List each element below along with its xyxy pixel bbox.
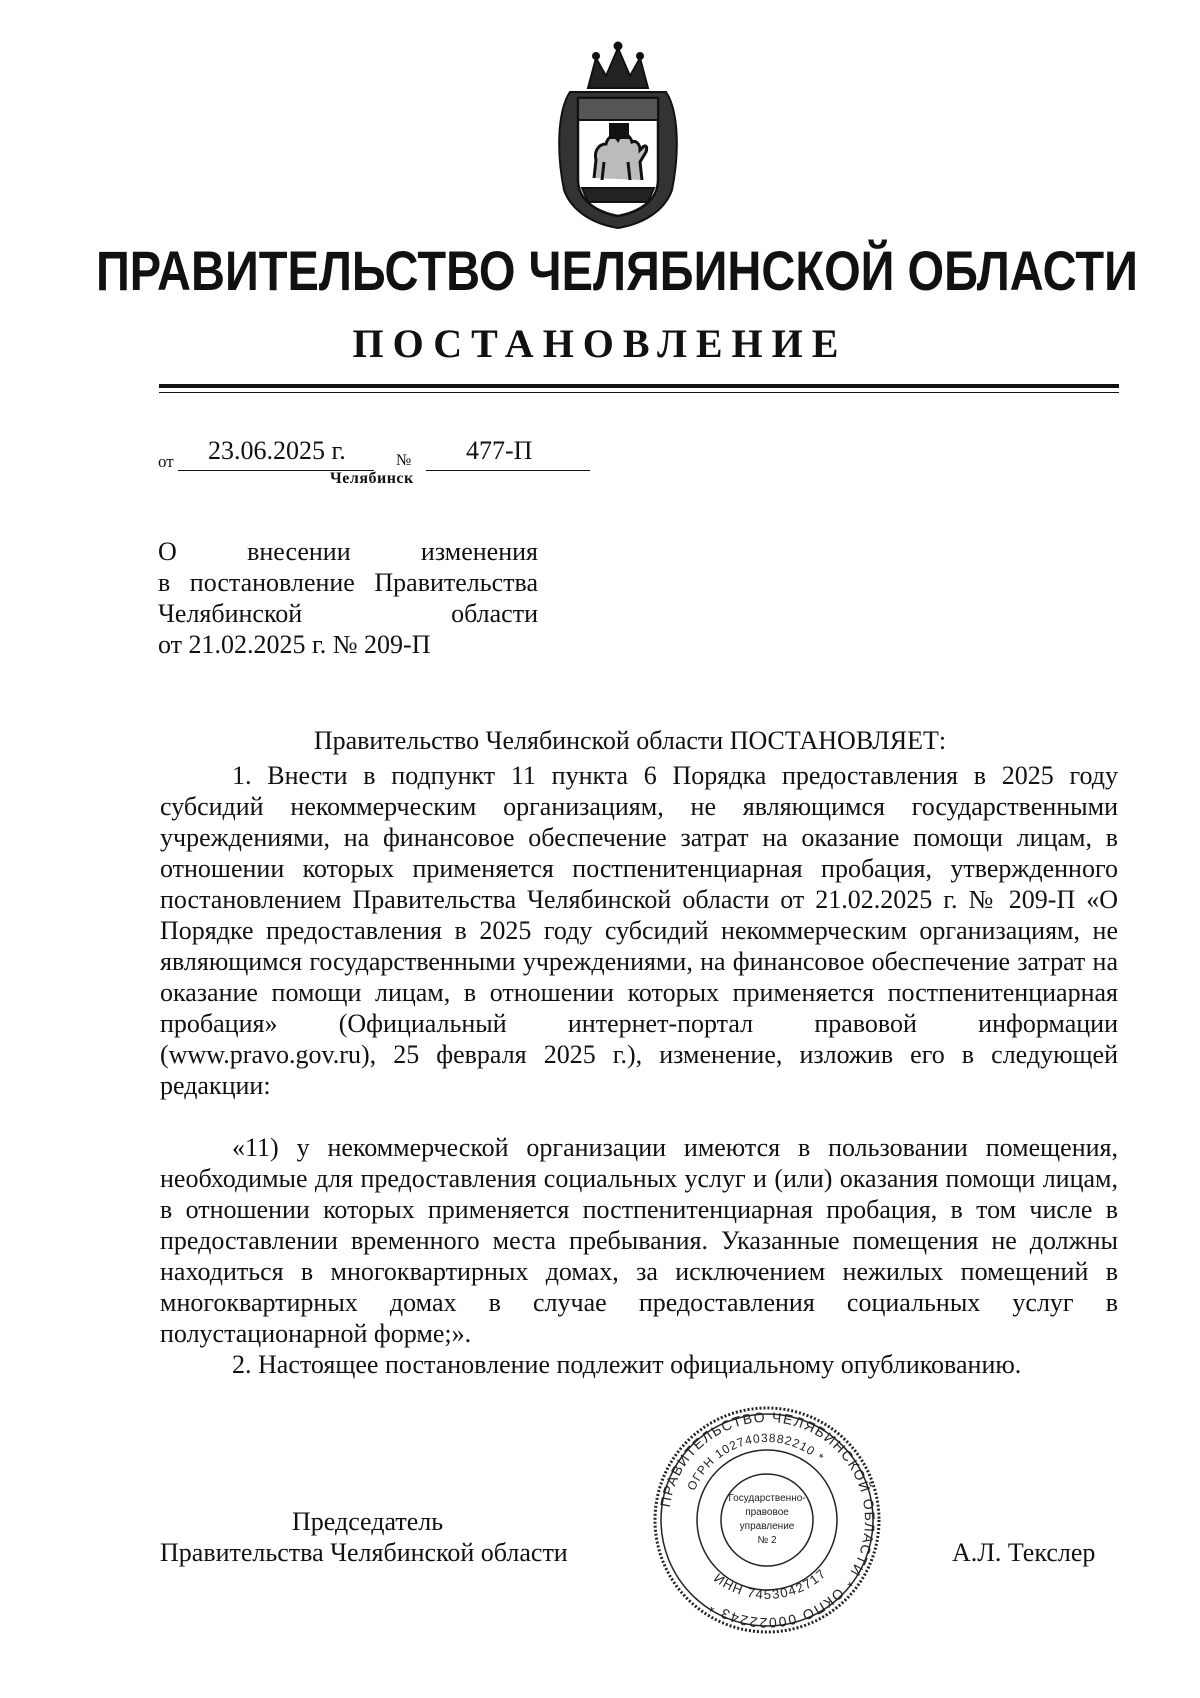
header-rule-thin	[159, 392, 1119, 393]
seal-center-line: Государственно-	[728, 1493, 806, 1504]
header-rule-thick	[159, 384, 1119, 388]
seal-inn-text: ИНН 7453042717	[711, 1565, 830, 1602]
subject-line: О внесении изменения	[158, 537, 538, 566]
date-prefix: от	[158, 452, 174, 471]
svg-text:ИНН 7453042717	[711, 1565, 829, 1602]
subject-line: в постановление Правительства	[158, 568, 538, 597]
document-subject	[158, 536, 538, 660]
decree-intro: Правительство Челябинской области ПОСТАНОВЛЯЕТ:	[313, 726, 947, 755]
coat-of-arms-icon	[548, 40, 688, 230]
seal-center-line: № 2	[757, 1535, 777, 1546]
signatory-position	[160, 1506, 568, 1568]
number-prefix: №	[396, 452, 412, 469]
seal-outer-text: ПРАВИТЕЛЬСТВО ЧЕЛЯБИНСКОЙ ОБЛАСТИ * ОКПО 00022243 *	[656, 1408, 879, 1632]
number-underline	[426, 470, 590, 471]
body-item-2: 2. Настоящее постановление подлежит официальному опубликованию.	[232, 1350, 1022, 1379]
document-number: 477-П	[466, 436, 533, 465]
body-item-1: 1. Внести в подпункт 11 пункта 6 Порядка предоставления в 2025 году субсидий некоммерческим организациям, не являющимся государственными учреждениями, на финансовое обеспечение затрат на оказание помощи лицам, в отношении которых применяется постпенитенциарная пробация, утвержденного постановлением Правительства Челябинской области от 21.02.2025 г. № 209-П «О Порядке предоставления в 2025 году субсидий некоммерческим организациям, не являющимся государственными учреждениями, на финансовое обеспечение затрат на оказание помощи лицам, в отношении которых применяется постпенитенциарная пробация» (Официальный интернет-портал правовой информации (www.pravo.gov.ru), 25 февраля 2025 г.), изменение, изложив его в следующей редакции:	[160, 761, 1118, 1100]
city: Челябинск	[330, 470, 414, 487]
body-item-1-quote: «11) у некоммерческой организации имеются в пользовании помещения, необходимые для предоставления социальных услуг и (или) оказания помощи лицам, в отношении которых применяется постпенитенциарная пробация, в том числе в предоставлении временного места пребывания. Указанные помещения не должны находиться в многоквартирных домах, за исключением нежилых помещений в многоквартирных домах в случае предоставления социальных услуг в полустационарной форме;».	[160, 1133, 1118, 1348]
document-type: ПОСТАНОВЛЕНИЕ	[352, 321, 848, 366]
document-date: 23.06.2025 г.	[208, 436, 346, 465]
subject-line: Челябинской области	[158, 599, 538, 628]
subject-line: от 21.02.2025 г. № 209-П	[158, 630, 431, 659]
seal-center-line: управление	[739, 1521, 795, 1532]
signatory-name: А.Л. Текслер	[952, 1538, 1096, 1567]
seal-center-line: правовое	[745, 1507, 789, 1518]
signatory-position-line: Правительства Челябинской области	[160, 1538, 568, 1567]
official-seal	[652, 1405, 882, 1635]
signatory-position-line: Председатель	[292, 1507, 444, 1536]
government-title: ПРАВИТЕЛЬСТВО ЧЕЛЯБИНСКОЙ ОБЛАСТИ	[96, 239, 1138, 302]
seal-ogrn-text: ОГРН 1027403882210 *	[684, 1430, 827, 1493]
